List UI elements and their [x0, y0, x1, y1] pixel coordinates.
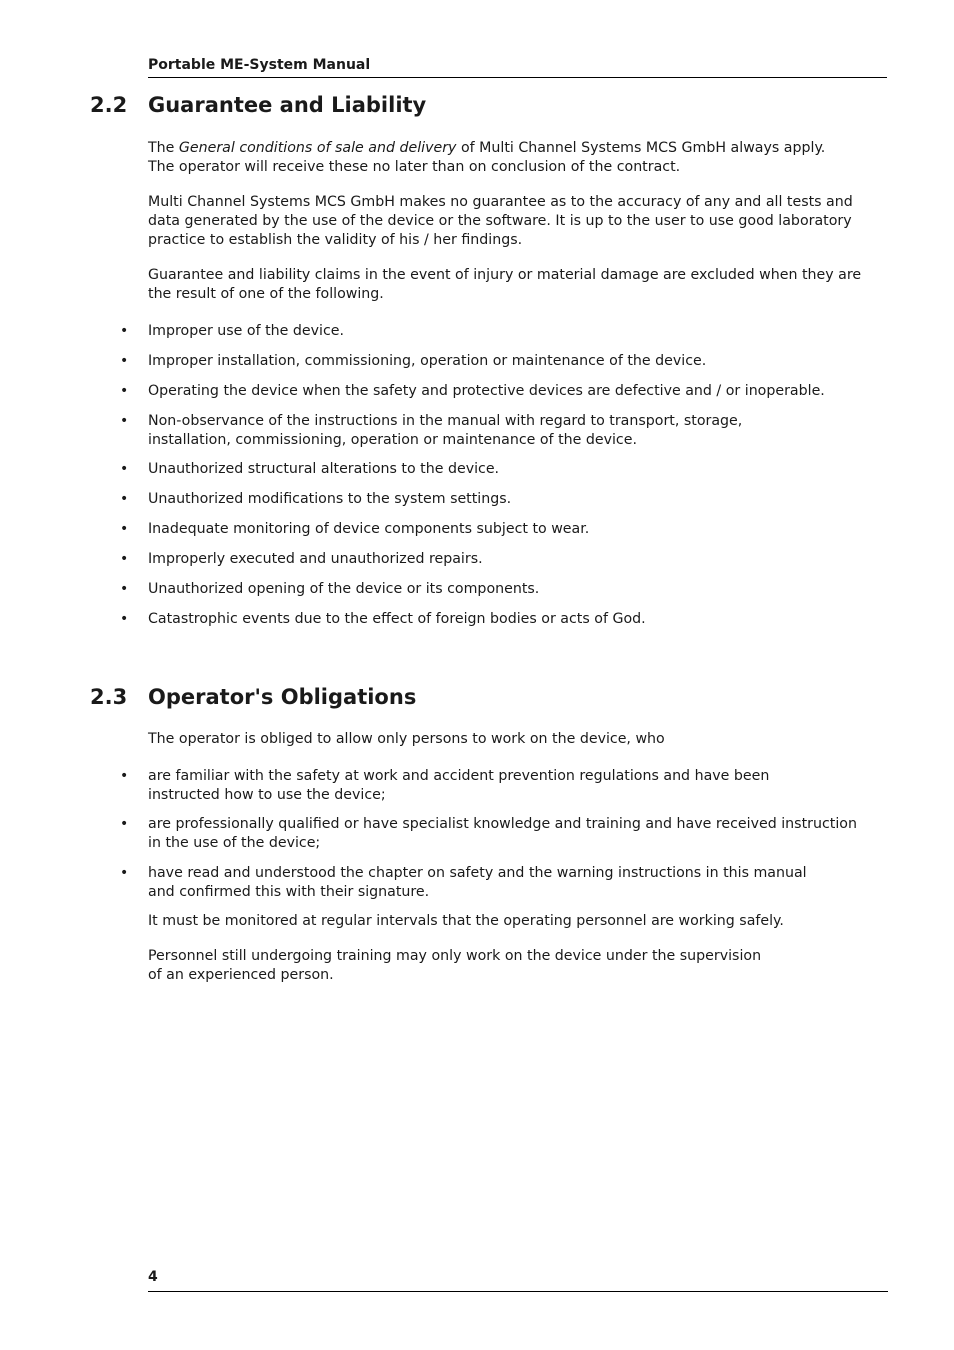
text-run: The operator will receive these no later than on conclusion of the contract. — [148, 159, 681, 175]
list-item-text: in the use of the device; — [148, 835, 321, 851]
list-item — [118, 412, 808, 450]
paragraph-operator-intro: The operator is obliged to allow only persons to work on the device, who — [148, 731, 665, 747]
operator-requirement-list — [118, 767, 868, 902]
list-item — [118, 815, 868, 853]
list-item — [118, 520, 868, 539]
list-item — [118, 580, 868, 599]
section-heading-2-3 — [90, 685, 416, 709]
bullet-icon: • — [120, 865, 129, 881]
bullet-icon: • — [120, 383, 129, 399]
italic-text: General conditions of sale and delivery — [178, 140, 457, 156]
text-run: Personnel still undergoing training may only work on the device under the supervision — [148, 948, 762, 964]
list-item — [118, 550, 868, 569]
list-item-text: Improper installation, commissioning, operation or maintenance of the device. — [148, 353, 707, 369]
bullet-icon: • — [120, 768, 129, 784]
bullet-icon: • — [120, 816, 129, 832]
page-number: 4 — [148, 1269, 158, 1285]
list-item — [118, 352, 868, 371]
text-run: of Multi Channel Systems MCS GmbH always apply. — [456, 140, 826, 156]
list-item-text: Unauthorized structural alterations to the device. — [148, 461, 500, 477]
list-item-text: Operating the device when the safety and protective devices are defective and / or inoperable. — [148, 383, 825, 399]
section-number: 2.3 — [90, 685, 128, 709]
running-header: Portable ME-System Manual — [148, 57, 887, 78]
paragraph-training — [148, 947, 868, 985]
text-run: The — [148, 140, 179, 156]
paragraph-no-guarantee: Multi Channel Systems MCS GmbH makes no guarantee as to the accuracy of any and all tests and data generated by the use of the device or the software. It is up to the user to use good laboratory practice to establish the validity of his / her findings. — [148, 194, 853, 248]
list-item — [118, 610, 868, 629]
bullet-icon: • — [120, 491, 129, 507]
bullet-icon: • — [120, 353, 129, 369]
section-title: Operator's Obligations — [148, 685, 417, 709]
list-item-text: Catastrophic events due to the effect of foreign bodies or acts of God. — [148, 611, 646, 627]
list-item — [118, 322, 868, 341]
bullet-icon: • — [120, 521, 129, 537]
list-item-text: are professionally qualified or have specialist knowledge and training and have received instruction — [148, 816, 857, 832]
list-item-text: are familiar with the safety at work and accident prevention regulations and have been — [148, 768, 770, 784]
section-number: 2.2 — [90, 93, 128, 117]
list-item-text: and confirmed this with their signature. — [148, 884, 430, 900]
list-item-text: instructed how to use the device; — [148, 787, 386, 803]
list-item — [118, 460, 868, 479]
bullet-icon: • — [120, 611, 129, 627]
list-item-text: have read and understood the chapter on safety and the warning instructions in this manual — [148, 865, 807, 881]
paragraph-conditions — [148, 139, 868, 177]
footer-divider — [148, 1291, 888, 1292]
list-item-text: Unauthorized opening of the device or its components. — [148, 581, 540, 597]
list-item-text: Non-observance of the instructions in the manual with regard to transport, storage, installation, commissioning, operation or maintenance of the device. — [148, 413, 743, 448]
list-item-text: Unauthorized modifications to the system settings. — [148, 491, 512, 507]
bullet-icon: • — [120, 551, 129, 567]
section-title: Guarantee and Liability — [148, 93, 427, 117]
list-item — [118, 767, 868, 805]
liability-exclusion-list — [118, 322, 868, 629]
list-item-text: Inadequate monitoring of device components subject to wear. — [148, 521, 590, 537]
paragraph-claims: Guarantee and liability claims in the event of injury or material damage are excluded when they are the result of one of the following. — [148, 267, 862, 302]
section-heading-2-2 — [90, 93, 426, 117]
bullet-icon: • — [120, 413, 129, 429]
list-item — [118, 864, 868, 902]
list-item — [118, 490, 868, 509]
text-run: of an experienced person. — [148, 967, 334, 983]
bullet-icon: • — [120, 323, 129, 339]
paragraph-monitoring: It must be monitored at regular intervals that the operating personnel are working safely. — [148, 913, 784, 929]
bullet-icon: • — [120, 461, 129, 477]
list-item-text: Improperly executed and unauthorized repairs. — [148, 551, 483, 567]
list-item — [118, 382, 868, 401]
list-item-text: Improper use of the device. — [148, 323, 344, 339]
bullet-icon: • — [120, 581, 129, 597]
